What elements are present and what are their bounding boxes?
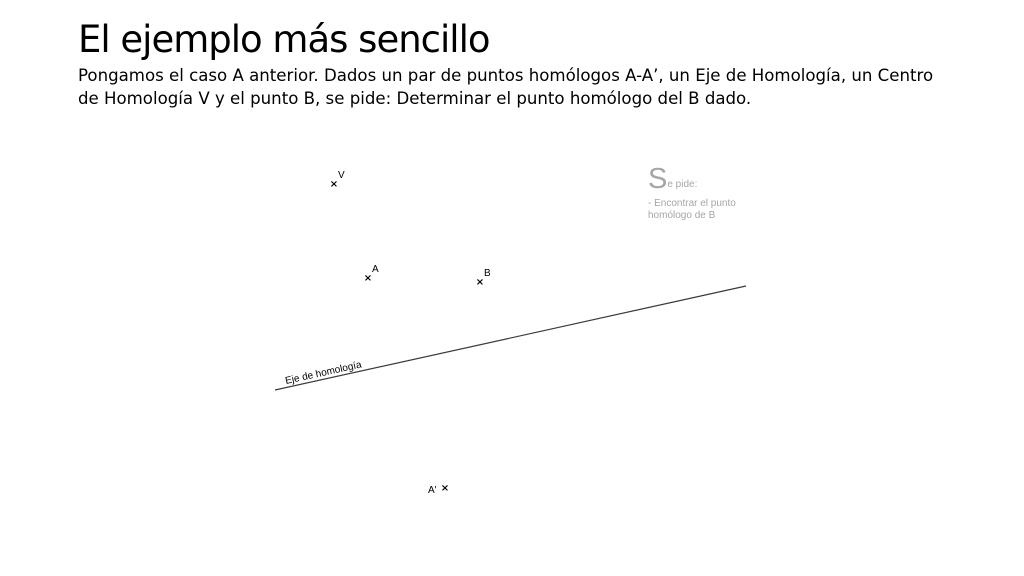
slide-title: El ejemplo más sencillo	[78, 18, 490, 61]
point-a-prime-label: A'	[428, 485, 437, 496]
point-v-label: V	[338, 170, 345, 181]
point-a-prime-marker: ×	[440, 483, 450, 494]
task-note-heading-rest: e pide:	[667, 179, 698, 190]
homology-axis-label: Eje de homología	[284, 359, 363, 387]
point-v-marker: ×	[329, 179, 339, 190]
task-note	[648, 163, 798, 222]
task-note-capital: S	[648, 163, 668, 195]
point-b-label: B	[484, 268, 491, 279]
point-b-marker: ×	[475, 277, 485, 288]
task-note-line-1: - Encontrar el punto	[648, 198, 736, 209]
point-a-label: A	[372, 264, 379, 275]
point-a-marker: ×	[363, 273, 373, 284]
homology-axis-line	[275, 286, 746, 390]
task-note-heading	[648, 163, 798, 198]
slide-subtitle: Pongamos el caso A anterior. Dados un par de puntos homólogos A-A’, un Eje de Homología, un Centro de Homología V y el punto B, se pide: Determinar el punto homólogo del B dado.	[78, 66, 934, 108]
task-note-line-2: homólogo de B	[648, 210, 716, 221]
